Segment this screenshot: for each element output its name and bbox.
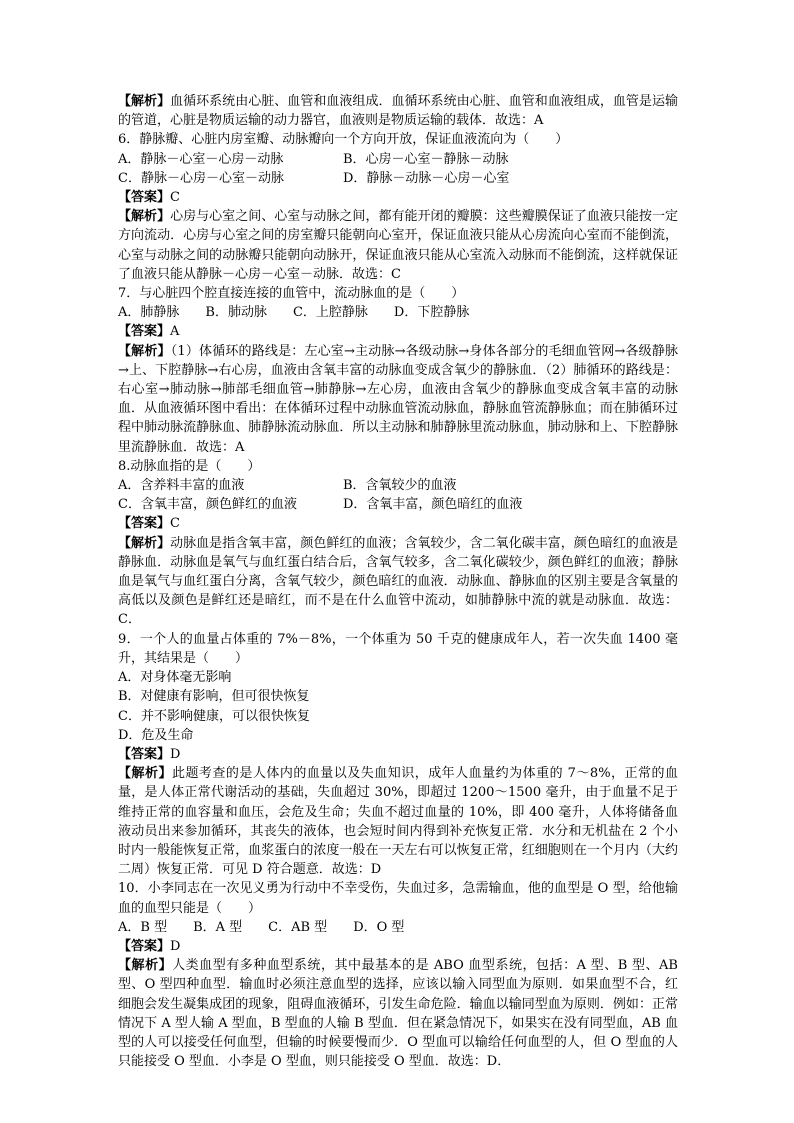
answer-text: D — [170, 938, 181, 954]
analysis-label: 【解析】 — [118, 766, 172, 782]
option-item: D．静脉－动脉－心房－心室 — [343, 170, 510, 186]
analysis-text: 动脉血是指含氧丰富，颜色鲜红的血液；含氧较少，含二氧化碳丰富，颜色暗红的血液是静脉血．动脉血是氧气与血红蛋白结合后，含氧气较多，含二氧化碳较少，颜色鲜红的血液；静脉血是氧气与血红蛋白分离，含氧气较少，颜色暗红的血液．动脉血、静脉血的区别主要是含氧量的高低以及颜色是鲜红还是暗红，而不是在什么血管中流动，如肺静脉中流的就是动脉血．故选：C． — [118, 535, 678, 628]
option-item: A．静脉－心室－心房－动脉 — [118, 151, 284, 167]
analysis-paragraph — [118, 956, 678, 1071]
answer-text: A — [170, 324, 180, 340]
option-item: D．O 型 — [353, 919, 405, 935]
analysis-label: 【解析】 — [118, 343, 171, 359]
answer-label: 【答案】 — [118, 516, 171, 532]
question-text: 9．一个人的血量占体重的 7%－8%，一个体重为 50 千克的健康成年人，若一次失血 1400 毫升，其结果是（ ） — [118, 631, 678, 666]
analysis-text: 心房与心室之间、心室与动脉之间，都有能开闭的瓣膜：这些瓣膜保证了血液只能按一定方向流动．心房与心室之间的房室瓣只能朝向心室开，保证血液只能从心房流向心室而不能倒流，心室与动脉之间的动脉瓣只能朝向动脉开，保证血液只能从心室流入动脉而不能倒流，这样就保证了血液只能从静脉－心房－心室－动脉．故选：C — [118, 209, 678, 282]
analysis-label: 【解析】 — [118, 94, 171, 109]
answer-label: 【答案】 — [118, 324, 171, 340]
document-page — [118, 92, 678, 1071]
analysis-text: （1）体循环的路线是：左心室→主动脉→各级动脉→身体各部分的毛细血管网→各级静脉→上、下腔静脉→右心房，血液由含氧丰富的动脉血变成含氧少的静脉血．（2）肺循环的路线是：右心室→肺动脉→肺部毛细血管→肺静脉→左心房，血液由含氧少的静脉血变成含氧丰富的动脉血．从血液循环图中看出：在体循环过程中动脉血管流动脉血，静脉血管流静脉血；而在肺循环过程中肺动脉流静脉血、肺静脉流动脉血．所以主动脉和肺静脉里流动脉血，肺动脉和上、下腔静脉里流静脉血．故选：A — [118, 343, 678, 455]
options-group — [118, 303, 678, 322]
option-item: C．静脉－心房－心室－动脉 — [118, 170, 284, 186]
option-item: D．含氧丰富，颜色暗红的血液 — [343, 497, 523, 513]
question-text: 8.动脉血指的是（ ） — [118, 458, 261, 474]
analysis-text: 人类血型有多种血型系统，其中最基本的是 ABO 血型系统，包括：A 型、B 型、AB 型、O 型四种血型．输血时必须注意血型的选择，应该以输入同型血为原则．如果血型不合，红细胞会发生凝集成团的现象，阻碍血液循环，引发生命危险．输血以输同型血为原则．例如：正常情况下 A 型人输 A 型血，B 型血的人输 B 型血．但在紧急情况下，如果实在没有同型血，AB 血型的人可以接受任何血型，但输的时候要慢而少．O 型血可以输给任何血型的人，但 O 型血的人只能接受 O 型血．小李是 O 型血，则只能接受 O 型血．故选：D． — [118, 958, 678, 1070]
analysis-text: 血循环系统由心脏、血管和血液组成．血循环系统由心脏、血管和血液组成，血管是运输的管道，心脏是物质运输的动力器官，血液则是物质运输的载体．故选：A — [118, 94, 678, 129]
option-item: A．B 型 — [118, 919, 168, 935]
option-line: A．对身体毫无影响 — [118, 670, 232, 686]
answer-label: 【答案】 — [118, 746, 171, 762]
analysis-text: 此题考查的是人体内的血量以及失血知识，成年人血量约为体重的 7～8%，正常的血量，是人体正常代谢活动的基础，失血超过 30%，即超过 1200～1500 毫升，由于血量不足于维持正常的血容量和血压，会危及生命；失血不超过血量的 10%，即 400 毫升，人体将储备血液动员出来参加循环，其丧失的液体，也会短时间内得到补充恢复正常．水分和无机盐在 2 个小时内一般能恢复正常，血浆蛋白的浓度一般在一天左右可以恢复正常，红细胞则在一个月内（大约二周）恢复正常．可见 D 符合题意．故选：D — [118, 766, 678, 878]
options-group — [118, 918, 678, 937]
option-line: B．对健康有影响，但可很快恢复 — [118, 689, 310, 705]
answer-line — [118, 188, 678, 207]
option-line: D．危及生命 — [118, 727, 194, 743]
options-group — [118, 150, 678, 188]
analysis-paragraph — [118, 764, 678, 879]
option-item: B．心房－心室－静脉－动脉 — [343, 151, 509, 167]
answer-label: 【答案】 — [118, 938, 171, 954]
analysis-paragraph — [118, 534, 678, 630]
analysis-label: 【解析】 — [118, 958, 173, 974]
answer-text: C — [170, 190, 180, 206]
option-item: D．下腔静脉 — [393, 305, 470, 321]
question-text: 10．小李同志在一次见义勇为行动中不幸受伤，失血过多，急需输血，他的血型是 O 型，给他输血的血型只能是（ ） — [118, 881, 678, 916]
question-text: 6．静脉瓣、心脏内房室瓣、动脉瓣向一个方向开放，保证血液流向为（ ） — [118, 132, 569, 148]
answer-line — [118, 322, 678, 341]
analysis-paragraph — [118, 207, 678, 284]
answer-text: C — [170, 516, 180, 532]
option-line: C．并不影响健康，可以很快恢复 — [118, 708, 310, 724]
question-text: 7．与心脏四个腔直接连接的血管中，流动脉血的是（ ） — [118, 286, 465, 302]
analysis-paragraph — [118, 342, 678, 457]
answer-line — [118, 745, 678, 764]
option-item: B．肺动脉 — [205, 305, 267, 321]
option-item: C．AB 型 — [268, 919, 328, 935]
answer-text: D — [170, 746, 181, 762]
option-item: B．A 型 — [193, 919, 243, 935]
option-item: C．含氧丰富，颜色鲜红的血液 — [118, 497, 297, 513]
answer-line — [118, 937, 678, 956]
answer-label: 【答案】 — [118, 190, 171, 206]
options-group — [118, 476, 678, 514]
option-item: A．含养料丰富的血液 — [118, 478, 245, 494]
analysis-label: 【解析】 — [118, 535, 171, 551]
option-item: C．上腔静脉 — [292, 305, 368, 321]
option-item: B．含氧较少的血液 — [343, 478, 457, 494]
analysis-paragraph — [118, 92, 678, 130]
option-item: A．肺静脉 — [118, 305, 180, 321]
answer-line — [118, 514, 678, 533]
analysis-label: 【解析】 — [118, 209, 171, 225]
